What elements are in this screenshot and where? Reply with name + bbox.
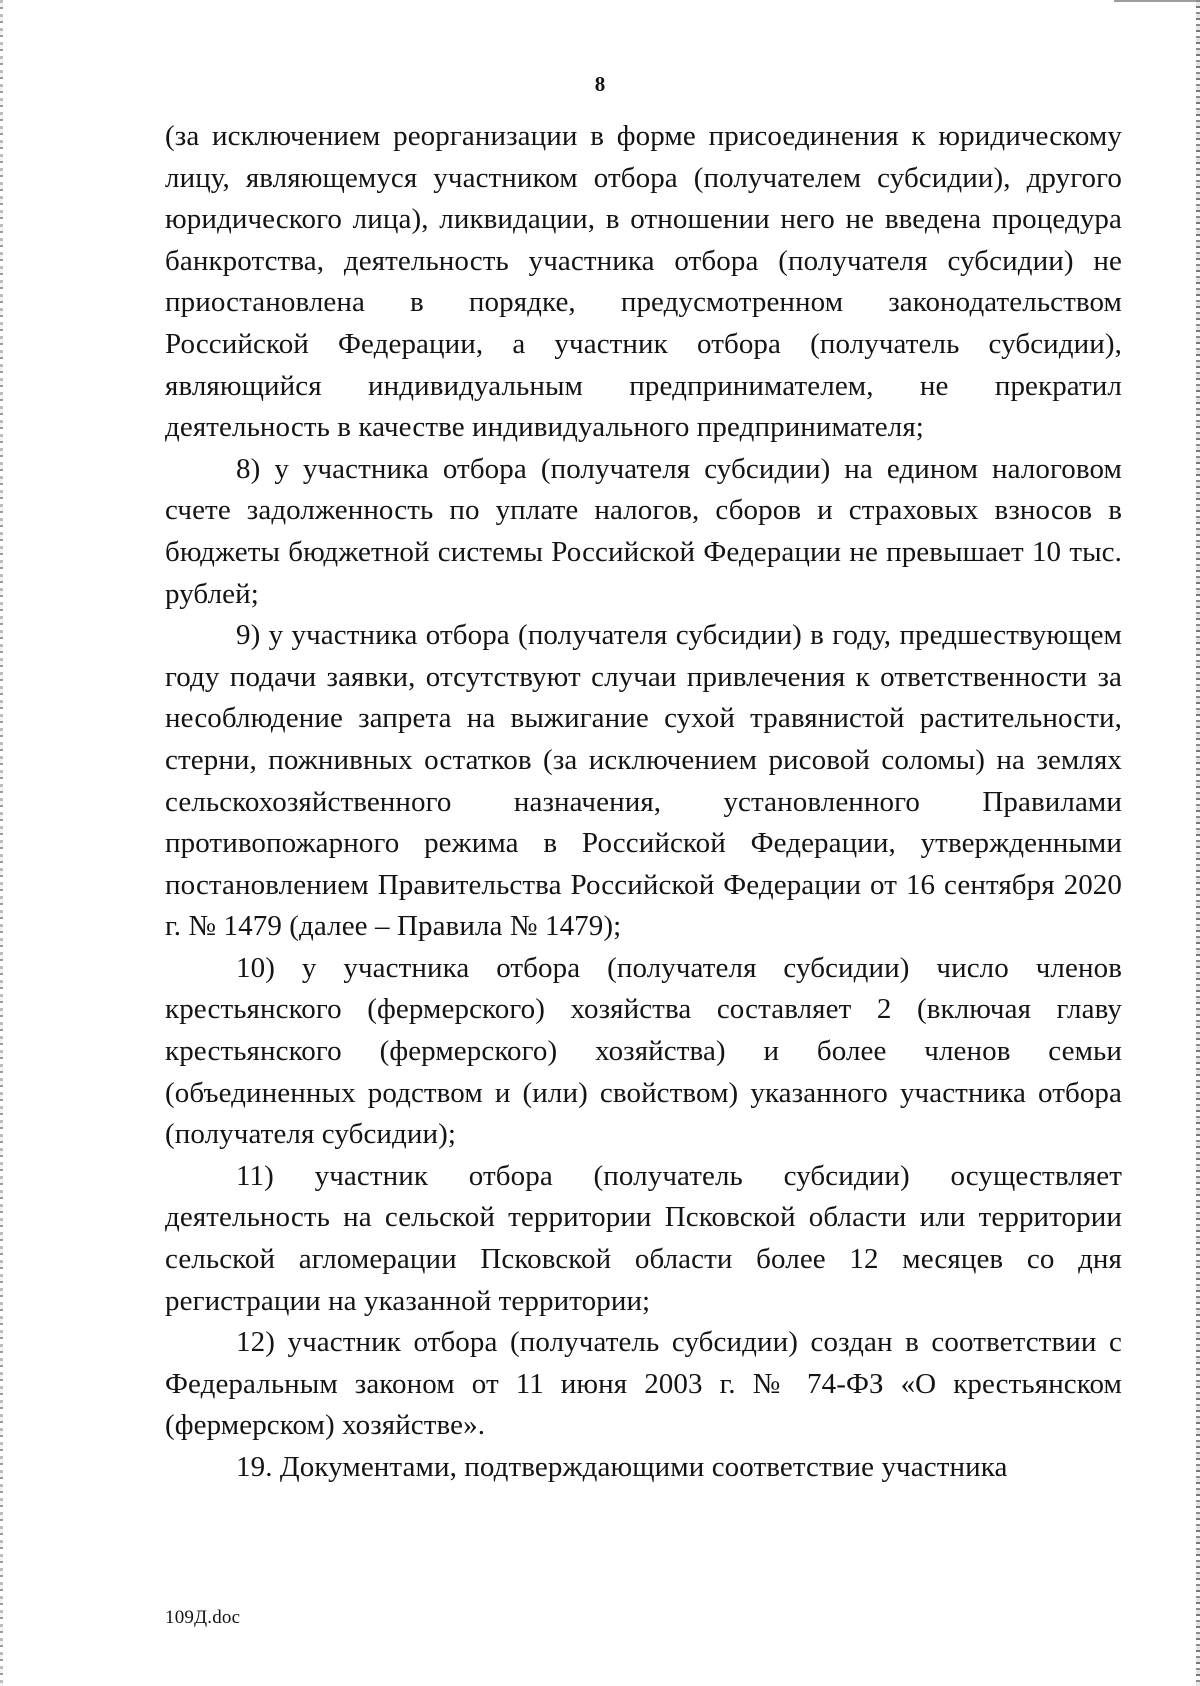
- scan-edge-top: [1114, 0, 1196, 2]
- paragraph-item-8: 8) у участника отбора (получателя субсидии) на едином налоговом счете задолженность по уплате налогов, сборов и страховых взносов в бюджеты бюджетной системы Российской Федерации не превышает 10 тыс. рублей;: [165, 452, 1122, 610]
- scan-edge-right: [1196, 0, 1200, 1686]
- paragraph-continuation: (за исключением реорганизации в форме присоединения к юридическому лицу, являющемуся участником отбора (получателем субсидии), другого юридического лица), ликвидации, в отношении него не введена процедура банкротства, деятельность участника отбора (получателя субсидии) не приостановлена в порядке, предусмотренном законодательством Российской Федерации, а участник отбора (получатель субсидии), являющийся индивидуальным предпринимателем, не прекратил деятельность в качестве индивидуального предпринимателя;: [165, 120, 1122, 444]
- document-body: [165, 116, 1122, 1489]
- paragraph-item-11: 11) участник отбора (получатель субсидии) осуществляет деятельность на сельской территории Псковской области или территории сельской агломерации Псковской области более 12 месяцев со дня регистрации на указанной территории;: [165, 1159, 1122, 1317]
- scan-edge-left: [0, 0, 3, 1686]
- footer-filename: 109Д.doc: [165, 1607, 241, 1628]
- paragraph-item-10: 10) у участника отбора (получателя субсидии) число членов крестьянского (фермерского) хозяйства составляет 2 (включая главу крестьянского (фермерского) хозяйства) и более членов семьи (объединенных родством и (или) свойством) указанного участника отбора (получателя субсидии);: [165, 951, 1122, 1151]
- paragraph-item-12: 12) участник отбора (получатель субсидии) создан в соответствии с Федеральным законом от 11 июня 2003 г. № 74-ФЗ «О крестьянском (фермерском) хозяйстве».: [165, 1326, 1122, 1442]
- page-number: 8: [594, 72, 606, 96]
- paragraph-item-9: 9) у участника отбора (получателя субсидии) в году, предшествующем году подачи заявки, отсутствуют случаи привлечения к ответственности за несоблюдение запрета на выжигание сухой травянистой растительности, стерни, пожнивных остатков (за исключением рисовой соломы) на землях сельскохозяйственного назначения, установленного Правилами противопожарного режима в Российской Федерации, утвержденными постановлением Правительства Российской Федерации от 16 сентября 2020 г. № 1479 (далее – Правила № 1479);: [165, 619, 1122, 943]
- paragraph-section-19: 19. Документами, подтверждающими соответствие участника: [236, 1451, 1008, 1483]
